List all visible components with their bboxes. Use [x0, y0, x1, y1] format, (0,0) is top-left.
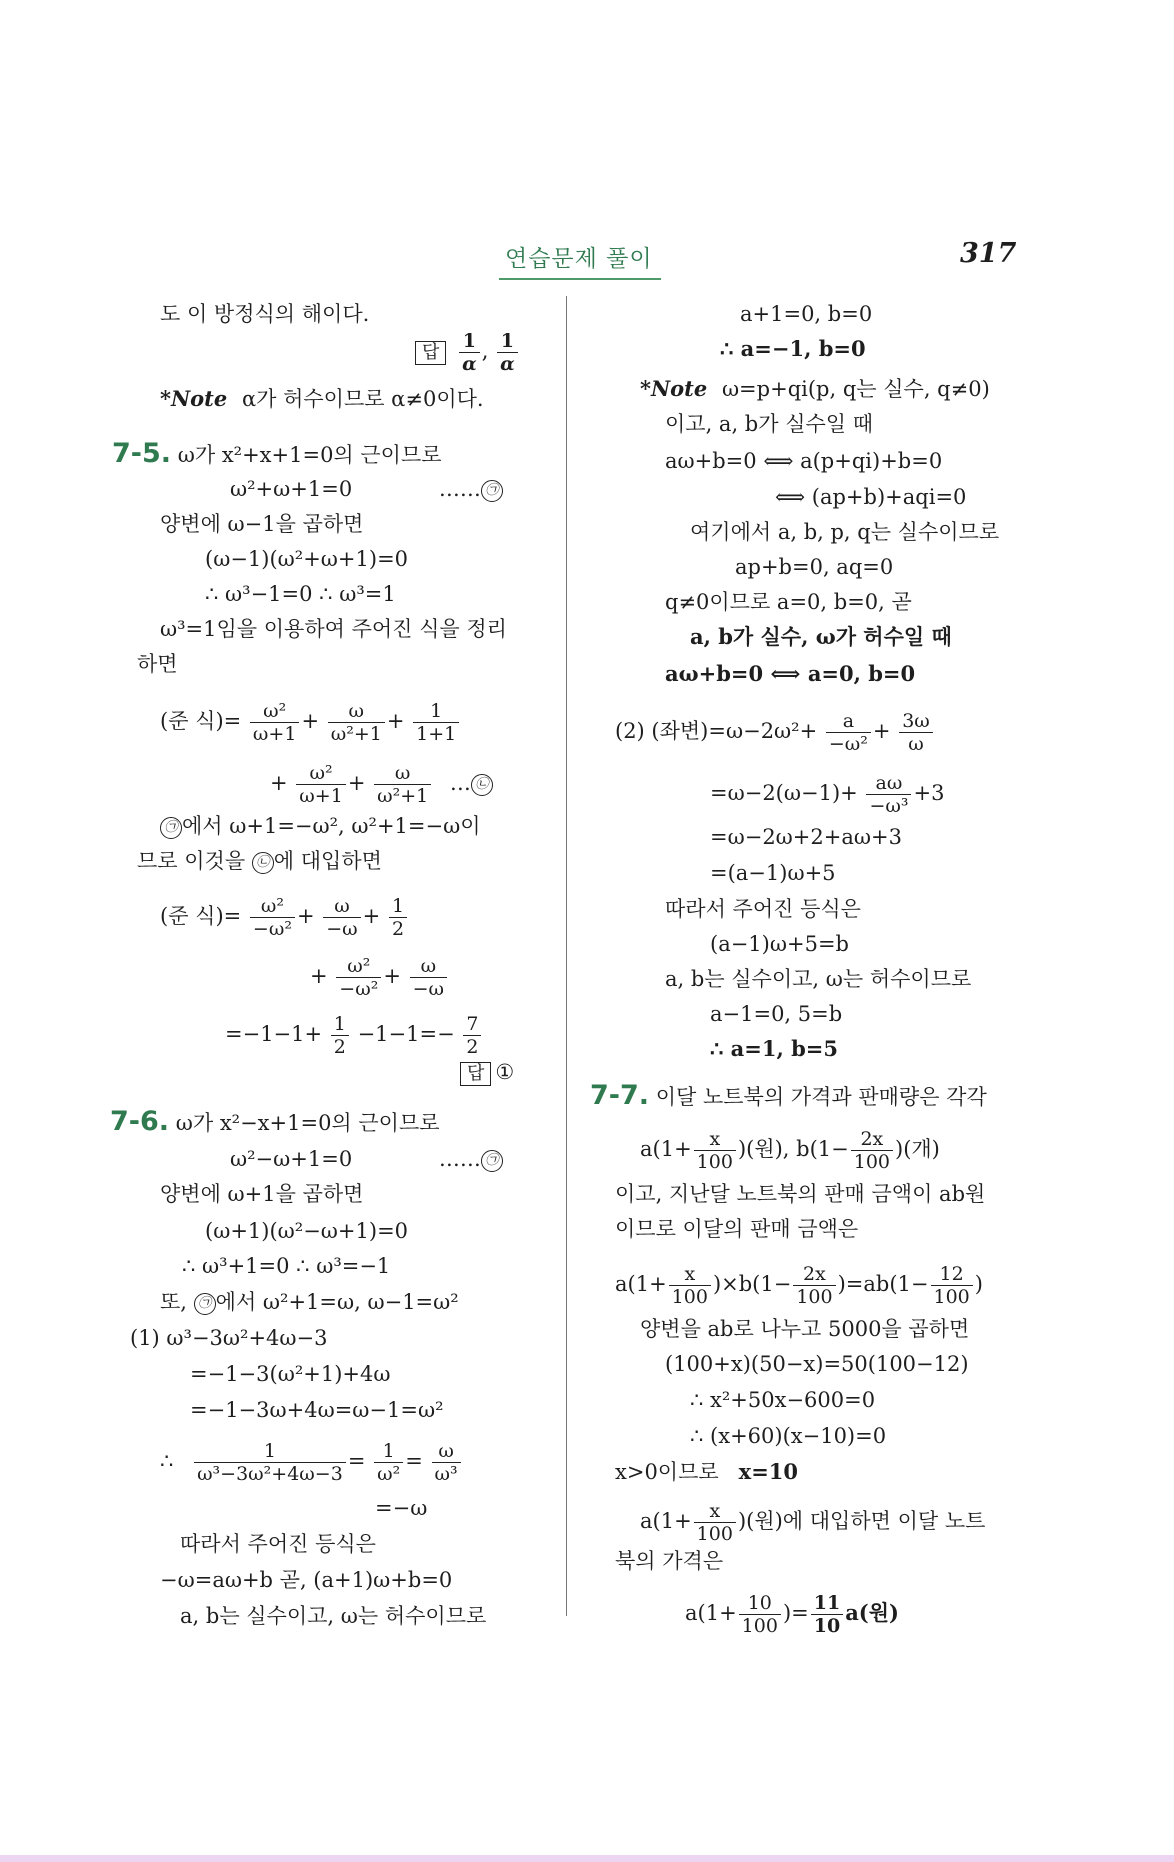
text-line: 하면	[137, 652, 178, 676]
equation-line: (준 식)= $\frac{\text{ω²}}{\text{−ω²}}$ + $\frac{\omega}{-\omega}$ + $\frac{1}{2}$	[160, 895, 409, 940]
text-line: 북의 가격은	[615, 1549, 724, 1573]
note-mark: *Note	[160, 386, 228, 411]
fraction: $\frac{7}{2}$	[463, 1013, 481, 1058]
text-line: 양변에 ω−1을 곱하면	[160, 512, 364, 536]
fraction: $\frac{2x}{100}$	[851, 1128, 893, 1173]
text-line: 양변을 ab로 나누고 5000을 곱하면	[640, 1317, 970, 1341]
equation-line: (1) ω³−3ω²+4ω−3	[130, 1326, 328, 1350]
fraction: $\frac{3\omega}{\omega}$	[899, 710, 933, 755]
text-line: ㉠ 에서 ω+1=−ω², ω²+1=−ω이	[160, 812, 481, 840]
equation-line: (100+x)(50−x)=50(100−12)	[665, 1352, 969, 1376]
equation-line: ∴ (x+60)(x−10)=0	[690, 1424, 887, 1448]
page-bottom-border	[0, 1855, 1174, 1862]
equation-line: a(1+ $\frac{x}{100}$ )(원), b(1− $\frac{2x}{100}$ )(개)	[640, 1128, 940, 1173]
fraction: $\frac{x}{100}$	[669, 1263, 711, 1308]
text-line: a, b는 실수이고, ω는 허수이므로	[665, 967, 972, 991]
text-line: 따라서 주어진 등식은	[180, 1532, 376, 1556]
text-line: a, b가 실수, ω가 허수일 때	[690, 624, 952, 649]
fraction: $\frac{1}{2}$	[389, 895, 407, 940]
equation-line: ∴ a=1, b=5	[710, 1036, 838, 1061]
fraction: $\frac{2x}{100}$	[793, 1263, 835, 1308]
equation-line: ω²+ω+1=0 …… ㉠	[230, 475, 503, 503]
circled-marker: ㉠	[194, 1293, 216, 1315]
problem-number: 7-7.	[590, 1080, 650, 1111]
fraction: $\frac{1}{\text{ω³−3ω²+4ω−3}}$	[194, 1440, 346, 1485]
equation-line: a(1+ $\frac{x}{100}$ )×b(1− $\frac{2x}{100}$ )=ab(1− $\frac{12}{100}$ )	[615, 1263, 983, 1308]
text-line: 여기에서 a, b, p, q는 실수이므로	[690, 520, 1000, 544]
equation-line: ∴ x²+50x−600=0	[690, 1388, 876, 1412]
equation-line: ∴ ω³+1=0 ∴ ω³=−1	[182, 1254, 391, 1278]
equation-line: a(1+ $\frac{10}{100}$ )= $\frac{11}{10}$ a(원)	[685, 1592, 899, 1637]
equation-line: (a−1)ω+5=b	[710, 932, 849, 956]
equation-line: =−ω	[375, 1496, 428, 1520]
text-line: 또, ㉠ 에서 ω²+1=ω, ω−1=ω²	[160, 1290, 459, 1314]
equation-line: =−1−1+ $\frac{1}{2}$ −1−1=− $\frac{7}{2}$	[225, 1013, 483, 1058]
fraction: $\frac{\omega}{\text{ω²+1}}$	[328, 700, 385, 745]
text-line: 양변에 ω+1을 곱하면	[160, 1182, 364, 1206]
equation-line: ω²−ω+1=0 …… ㉠	[230, 1145, 503, 1173]
equation-line: ∴ ω³−1=0 ∴ ω³=1	[205, 582, 396, 606]
equation-line: (준 식)= $\frac{\text{ω²}}{\omega+1}$ + $\frac{\omega}{\text{ω²+1}}$ + $\frac{1}{1+1}$	[160, 700, 461, 745]
fraction: $\frac{1}{\text{ω²}}$	[374, 1440, 403, 1485]
column-divider	[566, 296, 567, 1616]
fraction: $\frac{a\omega}{\text{−ω³}}$	[866, 772, 911, 817]
fraction: $\frac{\text{ω²}}{\omega+1}$	[296, 762, 346, 807]
problem-7-7: 7-7. 이달 노트북의 가격과 판매량은 각각	[590, 1080, 987, 1111]
fraction: $\frac{\omega}{\text{ω³}}$	[432, 1440, 461, 1485]
equation-line: aω+b=0 ⟺ a(p+qi)+b=0	[665, 449, 943, 473]
equation-line: =ω−2ω+2+aω+3	[710, 825, 902, 849]
fraction: $\frac{\omega}{\text{ω²+1}}$	[374, 762, 431, 807]
equation-line: ap+b=0, aq=0	[735, 555, 894, 579]
text-line: a, b는 실수이고, ω는 허수이므로	[180, 1604, 487, 1628]
problem-number: 7-6.	[110, 1106, 170, 1137]
equation-line: aω+b=0 ⟺ a=0, b=0	[665, 661, 916, 686]
text-line: q≠0이므로 a=0, b=0, 곧	[665, 590, 912, 614]
fraction: $\frac{x}{100}$	[694, 1128, 736, 1173]
answer-box: 답	[460, 1062, 491, 1086]
text-line: 므로 이것을 ㉡ 에 대입하면	[137, 849, 382, 873]
problem-7-5: 7-5. ω가 x²+x+1=0의 근이므로	[112, 438, 442, 469]
equation-line: (2) (좌변)=ω−2ω²+ $\frac{a}{\text{−ω²}}$ + $\frac{3\omega}{\omega}$	[615, 710, 935, 755]
equation-line: a−1=0, 5=b	[710, 1002, 843, 1026]
fraction: $\frac{\text{ω²}}{\omega+1}$	[250, 700, 300, 745]
fraction: $\frac{\omega}{-\omega}$	[410, 955, 447, 1000]
text-line: 이고, 지난달 노트북의 판매 금액이 ab원	[615, 1182, 986, 1206]
fraction: $\frac{1}{\alpha}$	[459, 330, 480, 375]
circled-marker: ㉠	[481, 480, 503, 502]
equation-line: + $\frac{\text{ω²}}{\text{−ω²}}$ + $\frac{\omega}{-\omega}$	[310, 955, 449, 1000]
text-line: 따라서 주어진 등식은	[665, 897, 861, 921]
text-line: a(1+ $\frac{x}{100}$ )(원)에 대입하면 이달 노트	[640, 1500, 986, 1545]
problem-7-6: 7-6. ω가 x²−x+1=0의 근이므로	[110, 1106, 440, 1137]
circled-marker: ㉠	[160, 817, 182, 839]
text-line: ω³=1임을 이용하여 주어진 식을 정리	[160, 617, 507, 641]
equation-line: ∴ a=−1, b=0	[720, 336, 866, 361]
equation-line: + $\frac{\text{ω²}}{\omega+1}$ + $\frac{\omega}{\text{ω²+1}}$ … ㉡	[270, 762, 493, 807]
text-line: 도 이 방정식의 해이다.	[160, 302, 370, 326]
answer-box: 답	[415, 341, 446, 365]
page-number: 317	[960, 238, 1017, 269]
section-header-title: 연습문제 풀이	[505, 240, 653, 273]
equation-line: =−1−3(ω²+1)+4ω	[190, 1362, 391, 1386]
problem-number: 7-5.	[112, 438, 172, 469]
equation-line: −ω=aω+b 곧, (a+1)ω+b=0	[160, 1568, 453, 1592]
equation-line: (ω+1)(ω²−ω+1)=0	[205, 1219, 409, 1243]
fraction: $\frac{1}{\alpha}$	[497, 330, 518, 375]
circled-marker: ㉠	[481, 1150, 503, 1172]
fraction: $\frac{\omega}{-\omega}$	[323, 895, 360, 940]
text-line: x>0이므로 x=10	[615, 1459, 799, 1484]
circled-marker: ㉡	[471, 774, 493, 796]
text-line: 이므로 이달의 판매 금액은	[615, 1217, 859, 1241]
fraction: $\frac{\text{ω²}}{\text{−ω²}}$	[336, 955, 381, 1000]
answer-line: 답 $\frac{1}{\alpha}$ , $\frac{1}{\alpha}$	[415, 330, 520, 375]
equation-line: ∴ $\frac{1}{\text{ω³−3ω²+4ω−3}}$ = $\frac{1}{\text{ω²}}$ = $\frac{\omega}{\text{ω³}}$	[160, 1440, 463, 1485]
fraction: $\frac{\text{ω²}}{\text{−ω²}}$	[250, 895, 295, 940]
equation-line: (ω−1)(ω²+ω+1)=0	[205, 547, 409, 571]
fraction: $\frac{12}{100}$	[931, 1263, 973, 1308]
equation-line: ⟺ (ap+b)+aqi=0	[775, 485, 967, 509]
fraction: $\frac{x}{100}$	[694, 1500, 736, 1545]
fraction: $\frac{a}{\text{−ω²}}$	[826, 710, 871, 755]
equation-line: =ω−2(ω−1)+ $\frac{a\omega}{\text{−ω³}}$ +3	[710, 772, 945, 817]
equation-line: a+1=0, b=0	[740, 302, 873, 326]
note-mark: *Note	[640, 376, 708, 401]
fraction: $\frac{1}{1+1}$	[413, 700, 459, 745]
fraction: $\frac{1}{2}$	[331, 1013, 349, 1058]
fraction: $\frac{11}{10}$	[811, 1592, 843, 1637]
equation-line: =−1−3ω+4ω=ω−1=ω²	[190, 1398, 444, 1422]
note-line: *Note α가 허수이므로 α≠0이다.	[160, 386, 484, 411]
text-line: 이고, a, b가 실수일 때	[665, 412, 874, 436]
fraction: $\frac{10}{100}$	[739, 1592, 781, 1637]
equation-line: =(a−1)ω+5	[710, 861, 836, 885]
circled-marker: ㉡	[252, 852, 274, 874]
answer-line: 답 ①	[460, 1058, 514, 1086]
note-line: *Note ω=p+qi(p, q는 실수, q≠0)	[640, 376, 990, 401]
